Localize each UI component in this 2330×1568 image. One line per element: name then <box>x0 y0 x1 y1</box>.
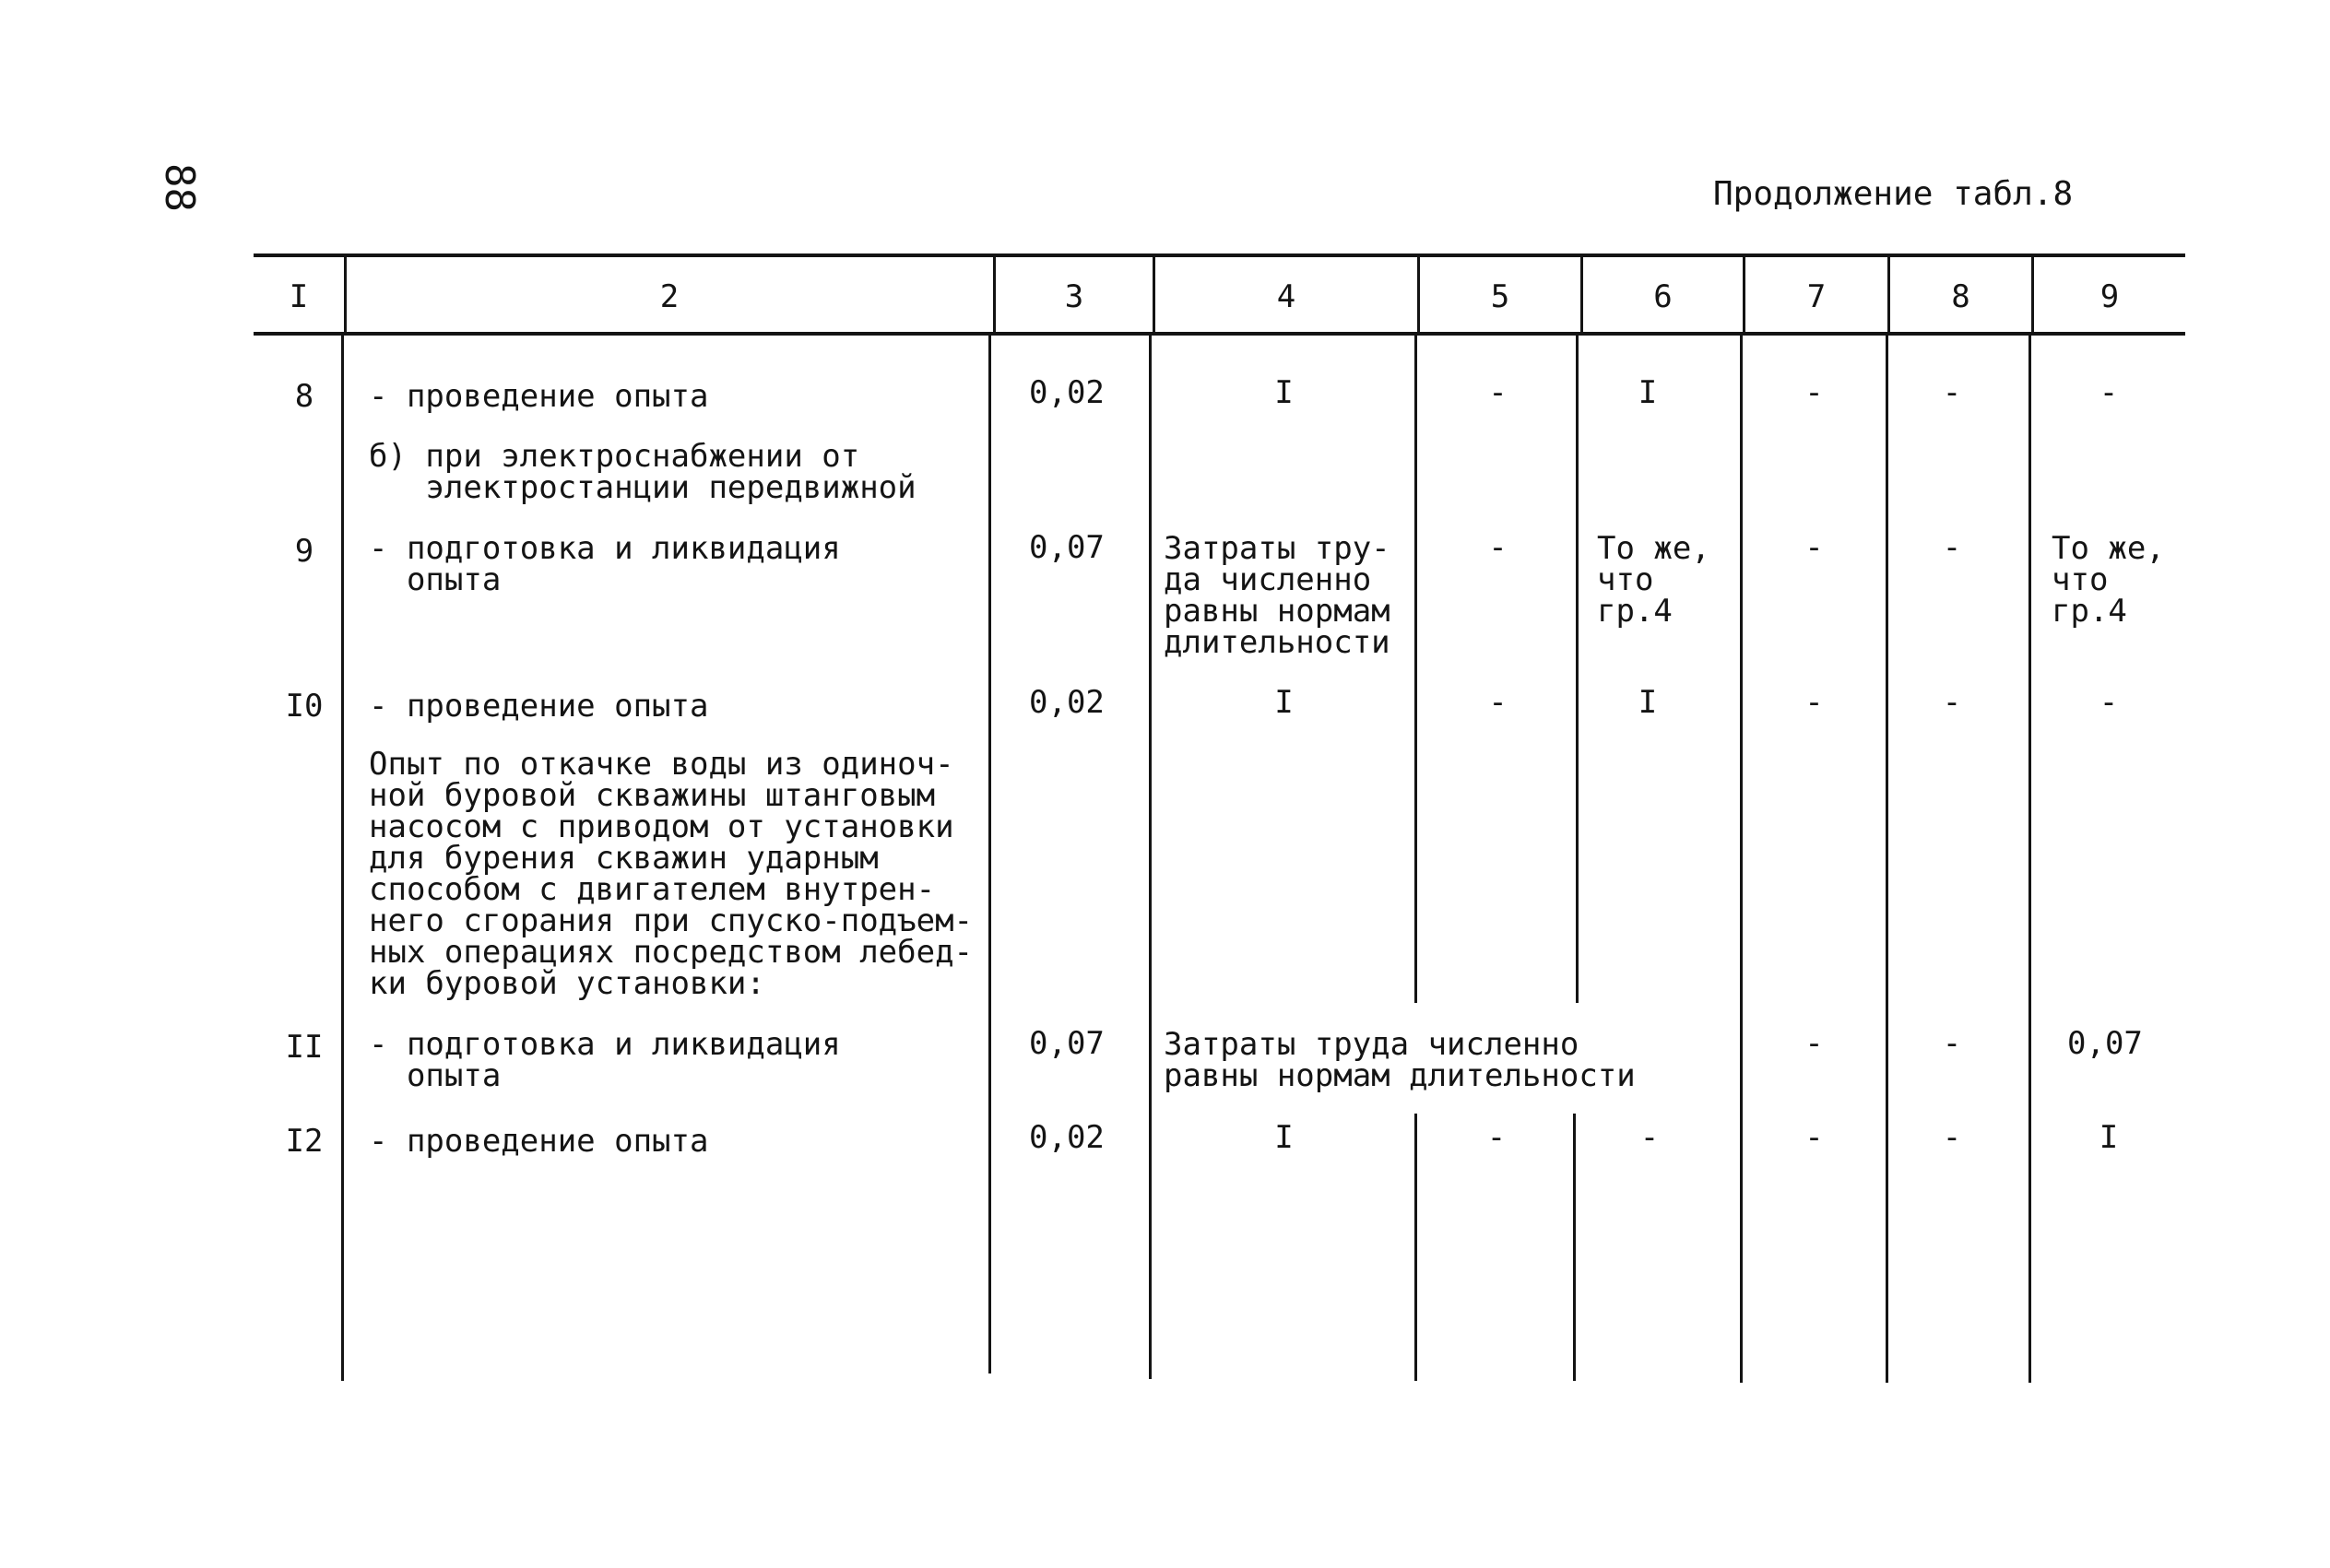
cell-col7: - <box>1804 1025 1824 1062</box>
row-description: - проведение опыта <box>369 1123 709 1160</box>
cell-col6: - <box>1639 1119 1660 1156</box>
column-divider <box>2028 336 2031 1383</box>
cell-col3: 0,07 <box>1029 529 1105 566</box>
page-number: 88 <box>155 163 203 212</box>
header-cell-7: 7 <box>1806 278 1827 315</box>
column-divider <box>341 336 344 1381</box>
cell-col7: - <box>1804 529 1824 566</box>
table-top-rule <box>254 253 2185 257</box>
row-number: 9 <box>294 533 314 570</box>
row-number: II <box>285 1029 324 1066</box>
cell-col9: 0,07 <box>2067 1025 2143 1062</box>
cell-col5: - <box>1488 529 1508 566</box>
cell-col4: I <box>1274 684 1294 721</box>
column-divider <box>1414 336 1417 1003</box>
column-divider <box>1740 336 1743 1383</box>
row-description: - проведение опыта <box>369 378 709 415</box>
row-number: I2 <box>285 1123 324 1160</box>
cell-col3: 0,02 <box>1029 684 1105 721</box>
row-description: - подготовка и ликвидация опыта <box>369 1026 841 1094</box>
cell-col9: - <box>2099 684 2119 721</box>
cell-col4: Затраты тру- да численно равны нормам длительности <box>1164 530 1390 661</box>
table-caption: Продолжение табл.8 <box>1713 175 2074 213</box>
column-divider <box>1576 336 1579 1003</box>
cell-col8: - <box>1942 529 1962 566</box>
cell-col4: I <box>1274 374 1294 411</box>
row-number: I0 <box>285 688 324 725</box>
cell-col5: - <box>1488 684 1508 721</box>
header-cell-6: 6 <box>1653 278 1673 315</box>
cell-col8: - <box>1942 374 1962 411</box>
column-divider <box>988 336 991 1373</box>
cell-col9: I <box>2099 1119 2119 1156</box>
cell-col3: 0,02 <box>1029 374 1105 411</box>
section-paragraph: Опыт по откачке воды из одиноч- ной буровой скважины штанговым насосом с приводом от установки для бурения скважин ударным способом с двигателем внутрен- него сгорания при спуско-подъем- ных операциях посредством лебед- ки буровой установки: <box>369 746 974 1002</box>
header-cell-2: 2 <box>659 278 680 315</box>
cell-col7: - <box>1804 374 1824 411</box>
cell-col6: I <box>1638 684 1658 721</box>
cell-col9: То же, что гр.4 <box>2052 530 2165 630</box>
cell-col6: I <box>1638 374 1658 411</box>
row-description: - проведение опыта <box>369 688 709 725</box>
row-subheading: б) при электроснабжении от электростанции передвижной <box>369 438 917 506</box>
cell-col6: То же, что гр.4 <box>1597 530 1710 630</box>
cell-col4-6-merged: Затраты труда численно равны нормам длительности <box>1164 1026 1636 1094</box>
cell-col7: - <box>1804 1119 1824 1156</box>
cell-col4: I <box>1274 1119 1294 1156</box>
cell-col9: - <box>2099 374 2119 411</box>
table-header-rule <box>254 332 2185 336</box>
cell-col3: 0,07 <box>1029 1025 1105 1062</box>
cell-col8: - <box>1942 684 1962 721</box>
cell-col5: - <box>1488 374 1508 411</box>
header-cell-3: 3 <box>1064 278 1084 315</box>
row-number: 8 <box>294 378 314 415</box>
cell-col3: 0,02 <box>1029 1119 1105 1156</box>
column-divider <box>1886 336 1888 1383</box>
header-cell-1: I <box>289 278 309 315</box>
column-divider <box>1149 336 1152 1379</box>
row-description: - подготовка и ликвидация опыта <box>369 530 841 598</box>
cell-col7: - <box>1804 684 1824 721</box>
header-cell-9: 9 <box>2099 278 2120 315</box>
header-cell-8: 8 <box>1951 278 1970 315</box>
header-cell-4: 4 <box>1276 278 1296 315</box>
header-cell-5: 5 <box>1490 278 1510 315</box>
cell-col8: - <box>1942 1119 1962 1156</box>
cell-col8: - <box>1942 1025 1962 1062</box>
cell-col5: - <box>1486 1119 1507 1156</box>
